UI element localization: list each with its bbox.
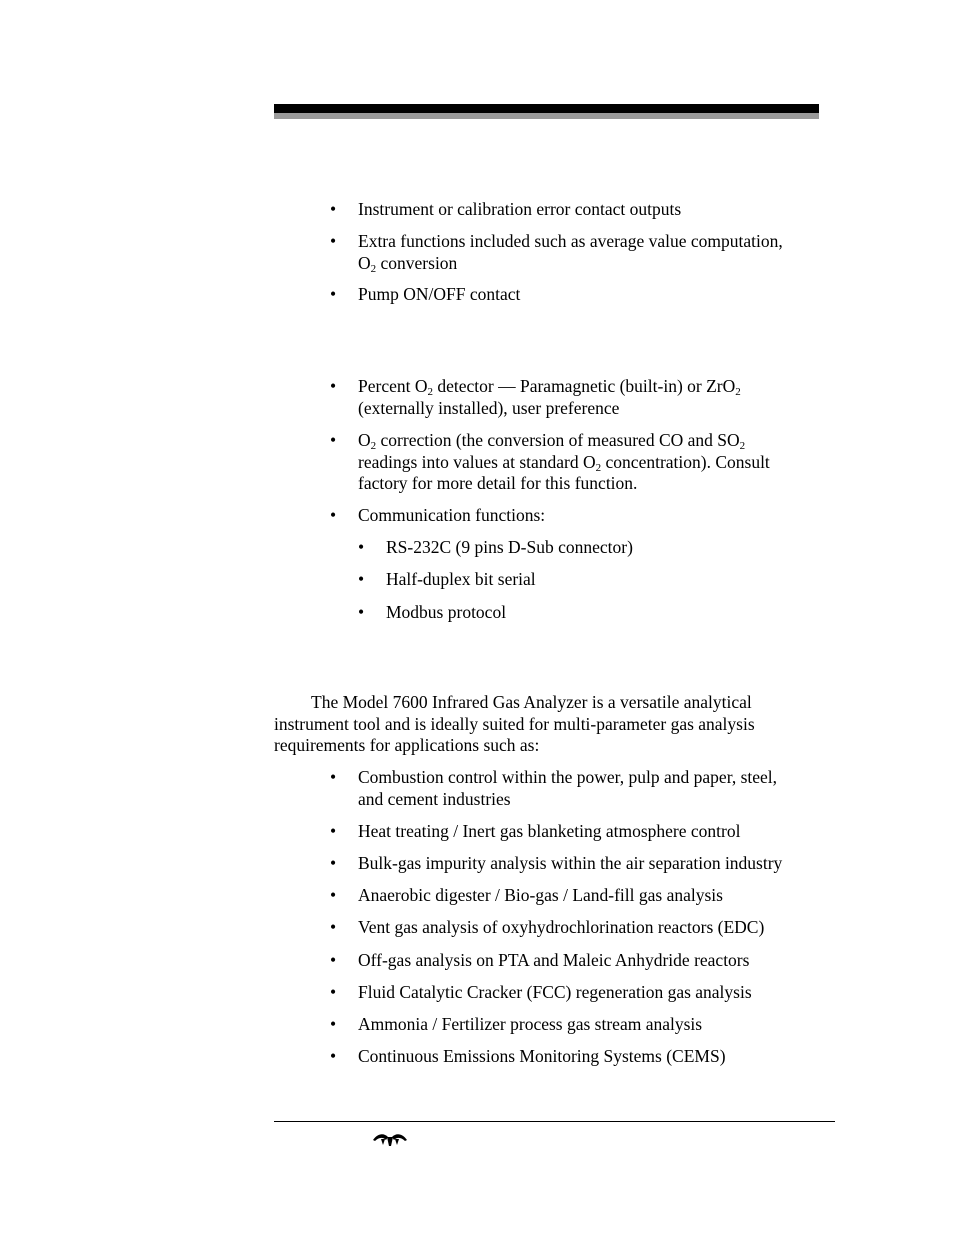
bullet-icon: •	[330, 505, 337, 525]
bullet-icon: •	[330, 950, 337, 970]
bullet-icon: •	[330, 430, 337, 450]
list-item-text: Ammonia / Fertilizer process gas stream analysis	[358, 1014, 703, 1034]
list-item-text: Heat treating / Inert gas blanketing atmosphere control	[358, 821, 741, 841]
list-item-text: $O_2$ correction (the conversion of measured CO and $SO_2$ readings into values at standard $O_2$ concentration). Consult factory for more detail for this function.	[358, 430, 770, 493]
bullet-icon: •	[330, 1014, 337, 1034]
bullet-icon: •	[330, 231, 337, 251]
list-item-text: Instrument or calibration error contact outputs	[358, 199, 682, 219]
list-item-text: Modbus protocol	[386, 602, 507, 622]
bullet-icon: •	[330, 885, 337, 905]
bullet-icon: •	[330, 284, 337, 304]
bullet-icon: •	[330, 376, 337, 396]
list-item-text: Pump ON/OFF contact	[358, 284, 521, 304]
list-item-text: Combustion control within the power, pulp and paper, steel, and cement industries	[358, 767, 778, 809]
list-item-text: Off-gas analysis on PTA and Maleic Anhydride reactors	[358, 950, 750, 970]
bullet-icon: •	[330, 199, 337, 219]
bullet-icon: •	[330, 982, 337, 1002]
list-item-text: Extra functions included such as average value computation, $O_2$ conversion	[358, 231, 783, 275]
bullet-icon: •	[358, 569, 365, 589]
bullet-icon: •	[330, 1046, 337, 1066]
list-item-text: Half-duplex bit serial	[386, 569, 536, 589]
list-item-text: Fluid Catalytic Cracker (FCC) regeneration gas analysis	[358, 982, 752, 1002]
header-rule-shadow	[274, 113, 819, 119]
applications-paragraph: The Model 7600 Infrared Gas Analyzer is a versatile analytical instrument tool and is ideally suited for multi-parameter gas analysis requirements for applications such as:	[274, 692, 755, 755]
teledyne-logo-icon	[372, 1131, 408, 1147]
bullet-icon: •	[330, 917, 337, 937]
list-item-text: Percent $O_2$ detector — Paramagnetic (built-in) or ZrO$_2$ (externally installed), user preference	[358, 376, 741, 418]
bullet-icon: •	[330, 821, 337, 841]
list-item-text: Vent gas analysis of oxyhydrochlorination reactors (EDC)	[358, 917, 765, 937]
bullet-icon: •	[330, 853, 337, 873]
list-item-text: Communication functions:	[358, 505, 546, 525]
bullet-icon: •	[330, 767, 337, 787]
list-item-text: RS-232C (9 pins D-Sub connector)	[386, 537, 633, 557]
list-item-text: Continuous Emissions Monitoring Systems (CEMS)	[358, 1046, 726, 1066]
bullet-icon: •	[358, 602, 365, 622]
footer-rule	[274, 1121, 835, 1122]
bullet-icon: •	[358, 537, 365, 557]
list-item-text: Bulk-gas impurity analysis within the air separation industry	[358, 853, 783, 873]
list-item-text: Anaerobic digester / Bio-gas / Land-fill gas analysis	[358, 885, 723, 905]
header-rule	[274, 104, 819, 113]
